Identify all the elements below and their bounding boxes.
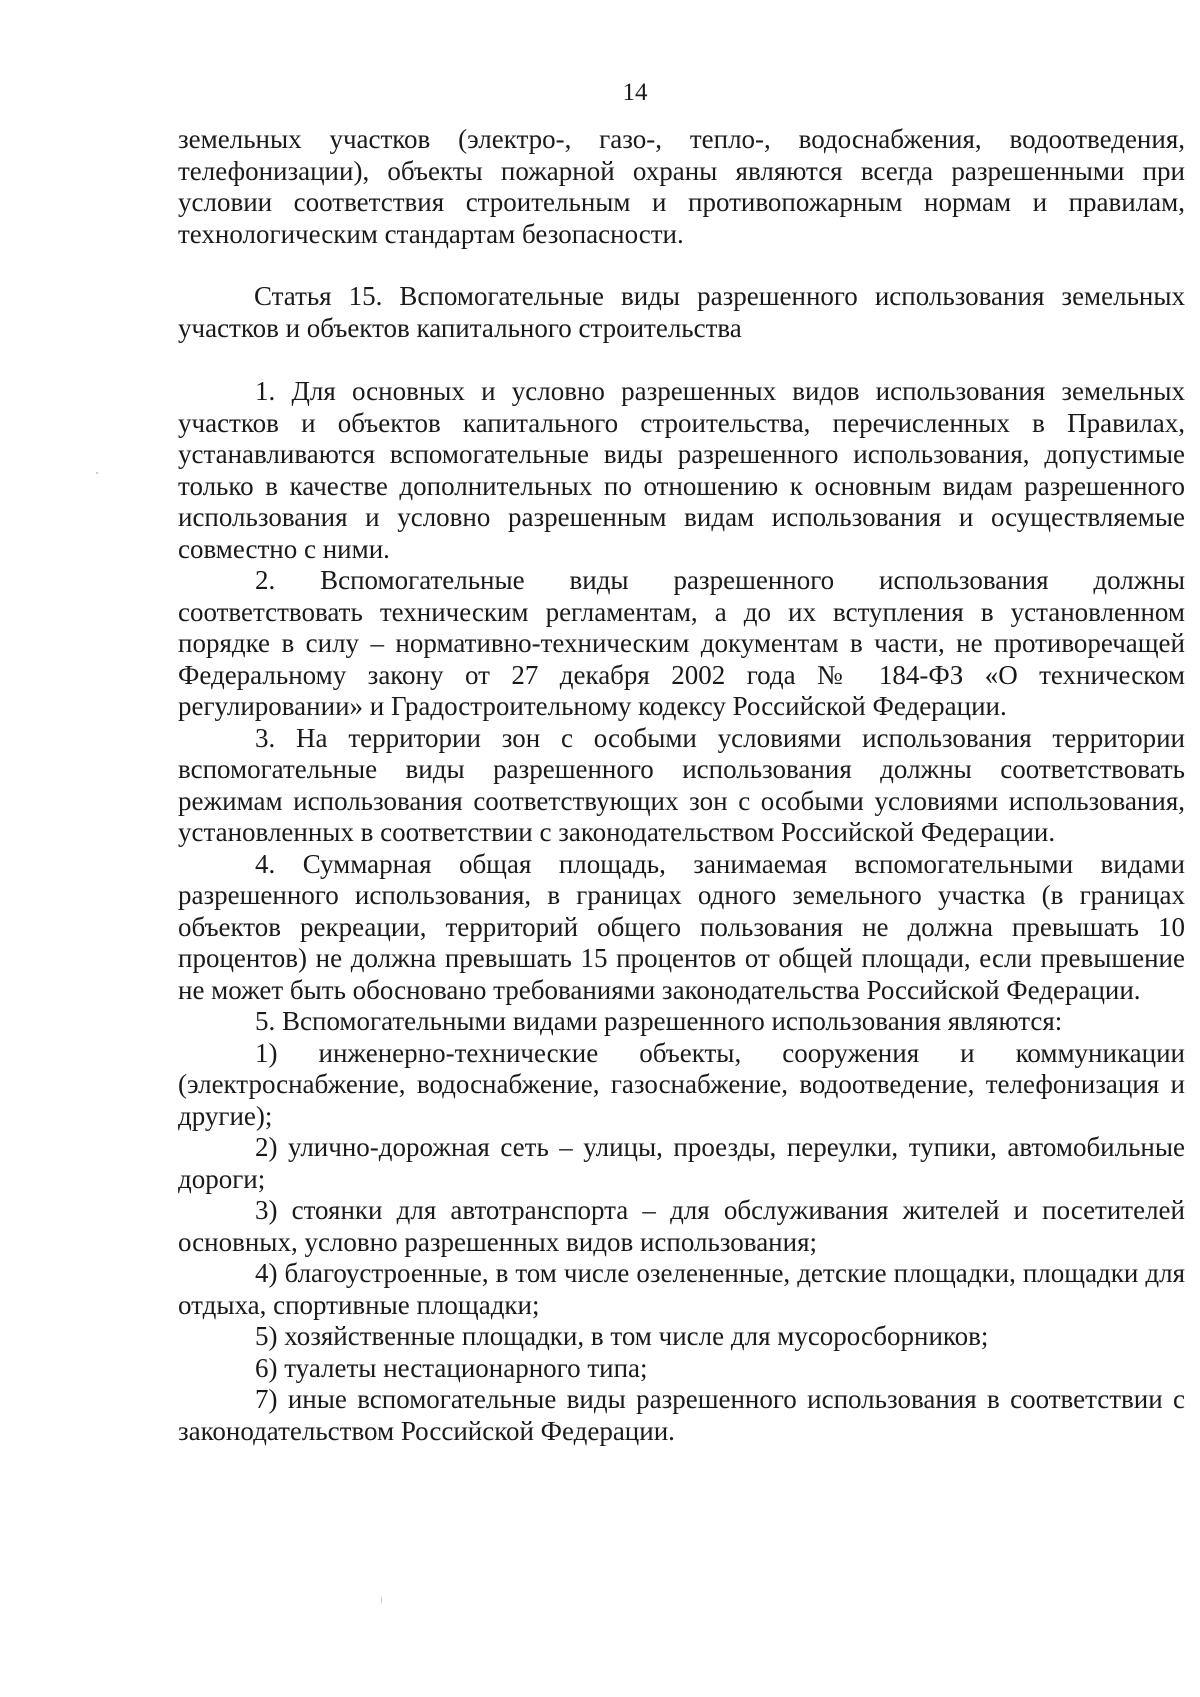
paragraph-5: 5. Вспомогательными видами разрешенного использования являются:	[255, 1006, 1063, 1036]
paragraph-4: 4. Суммарная общая площадь, занимаемая вспомогательными видами разрешенного использования, в границах одного земельного участка (в границах объектов рекреации, территорий общего пользования не должна превышать 10 процентов) не должна превышать 15 процентов от общей площади, если превышение не может быть обосновано требованиями законодательства Российской Федерации.	[178, 848, 1185, 1005]
list-item-2: 2) улично-дорожная сеть – улицы, проезды, переулки, тупики, автомобильные дороги;	[178, 1132, 1185, 1194]
list-item-5: 5) хозяйственные площадки, в том числе для мусоросборников;	[255, 1321, 989, 1351]
list-item-1: 1) инженерно-технические объекты, сооружения и коммуникации (электроснабжение, водоснабжение, газоснабжение, водоотведение, телефонизация и другие);	[178, 1037, 1185, 1131]
paragraph-3: 3. На территории зон с особыми условиями использования территории вспомогательные виды разрешенного использования должны соответствовать режимам использования соответствующих зон с особыми условиями использования, установленных в соответствии с законодательством Российской Федерации.	[178, 722, 1185, 847]
paragraph-2: 2. Вспомогательные виды разрешенного использования должны соответствовать техническим регламентам, а до их вступления в установленном порядке в силу – нормативно-техническим документам в части, не противоречащей Федеральному закону от 27 декабря 2002 года № 184-ФЗ «О техническом регулировании» и Градостроительному кодексу Российской Федерации.	[178, 565, 1185, 721]
list-item-3: 3) стоянки для автотранспорта – для обслуживания жителей и посетителей основных, условно разрешенных видов использования;	[178, 1195, 1185, 1257]
scan-speck	[96, 472, 98, 474]
paragraph-1: 1. Для основных и условно разрешенных видов использования земельных участков и объектов капитального строительства, перечисленных в Правилах, устанавливаются вспомогательные виды разрешенного использования, допустимые только в качестве дополнительных по отношению к основным видам разрешенного использования и условно разрешенным видам использования и осуществляемые совместно с ними.	[178, 376, 1185, 564]
page-number: 14	[622, 79, 648, 106]
article-heading: Статья 15. Вспомогательные виды разрешенного использования земельных участков и объектов капитального строительства	[178, 281, 1185, 343]
scan-speck	[381, 1597, 382, 1603]
list-item-6: 6) туалеты нестационарного типа;	[255, 1352, 648, 1383]
document-body	[178, 124, 1185, 1447]
intro-paragraph: земельных участков (электро-, газо-, тепло-, водоснабжения, водоотведения, телефонизации), объекты пожарной охраны являются всегда разрешенными при условии соответствия строительным и противопожарным нормам и правилам, технологическим стандартам безопасности.	[178, 124, 1185, 249]
list-item-4: 4) благоустроенные, в том числе озелененные, детские площадки, площадки для отдыха, спортивные площадки;	[178, 1258, 1185, 1320]
list-item-7: 7) иные вспомогательные виды разрешенного использования в соответствии с законодательством Российской Федерации.	[178, 1384, 1185, 1446]
